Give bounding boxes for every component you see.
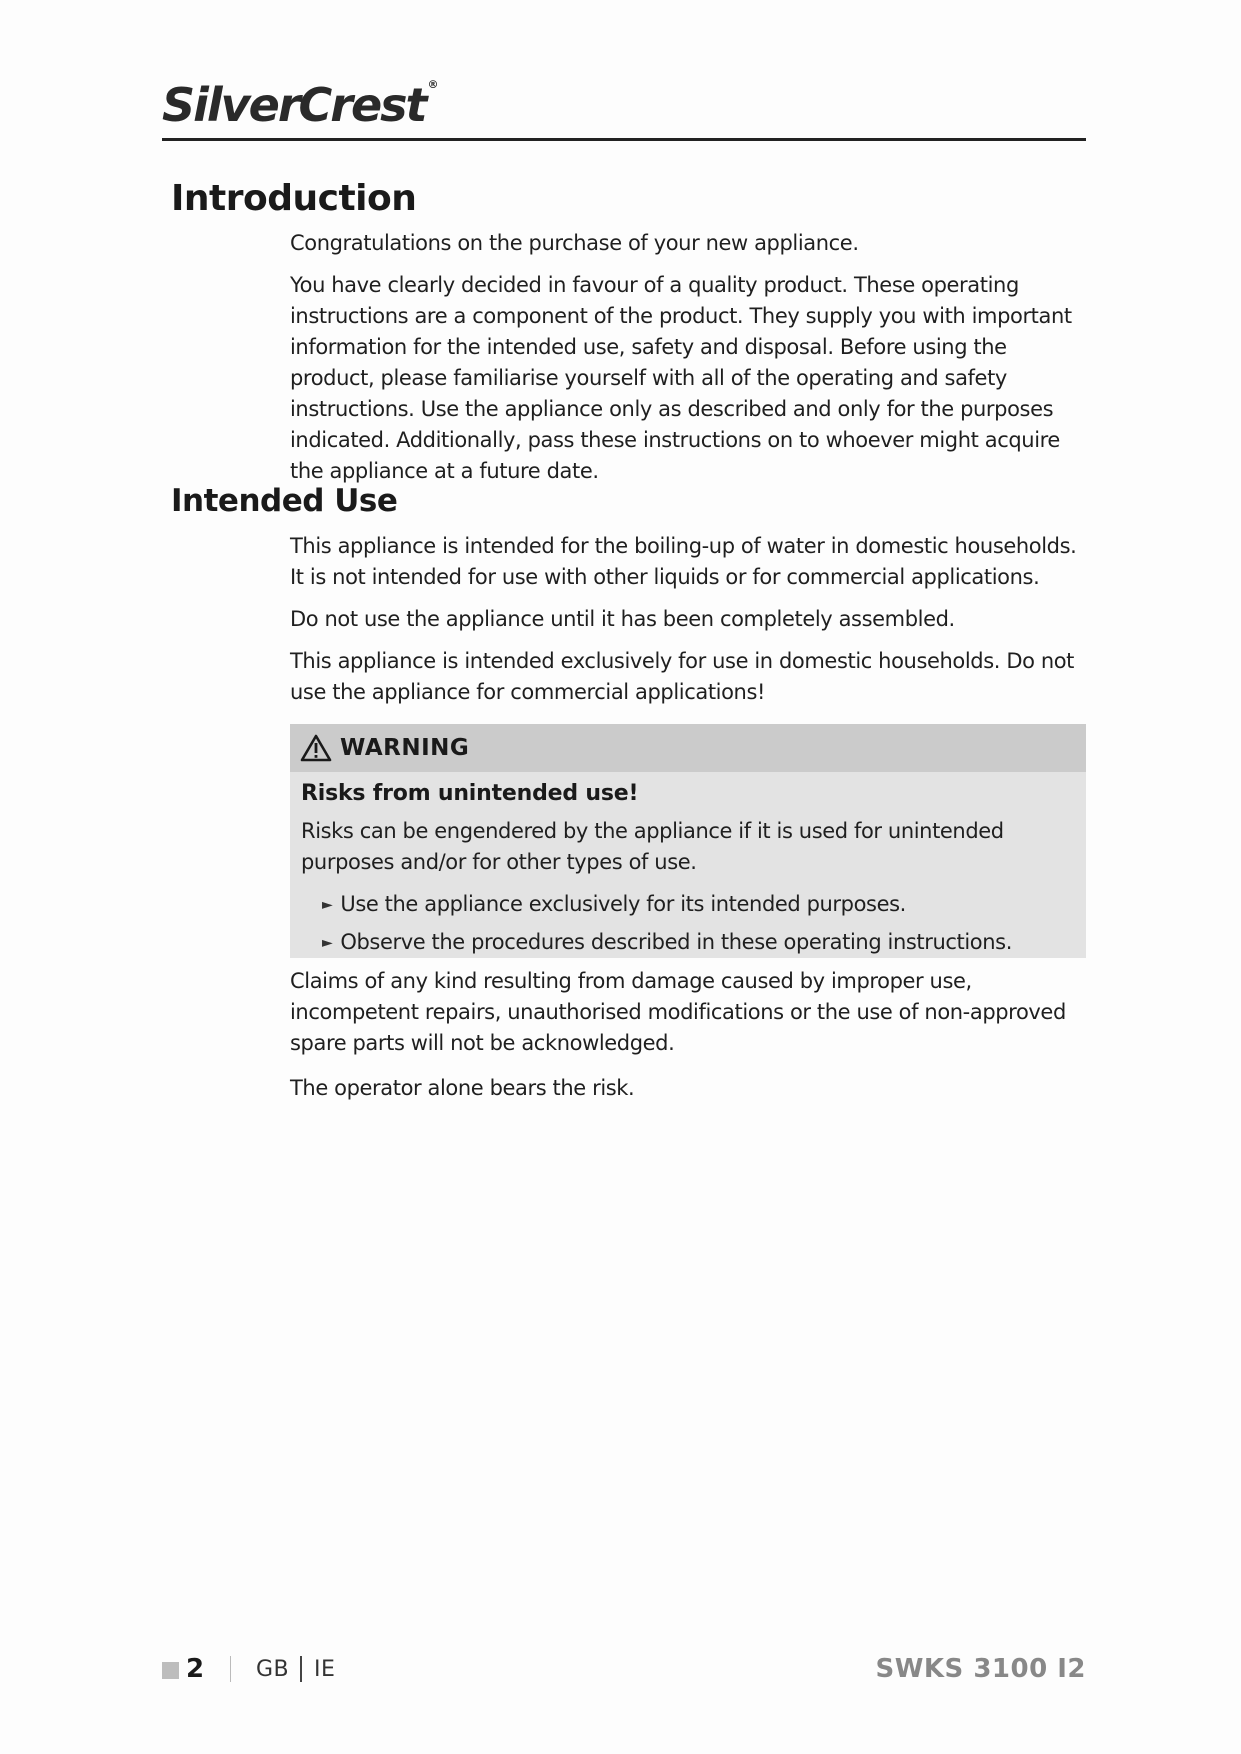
warning-box bbox=[290, 724, 1086, 958]
arrow-icon: ► bbox=[322, 935, 333, 951]
introduction-heading: Introduction bbox=[171, 178, 417, 219]
warning-triangle-icon bbox=[300, 734, 332, 762]
warning-instructions bbox=[322, 886, 1012, 962]
registered-mark: ® bbox=[427, 78, 439, 91]
list-item bbox=[322, 924, 1012, 962]
risk-paragraph: The operator alone bears the risk. bbox=[290, 1076, 635, 1100]
language-divider bbox=[300, 1656, 302, 1682]
brand-logo-text: SilverCrest bbox=[162, 78, 426, 132]
intended-use-heading: Intended Use bbox=[171, 483, 398, 519]
intended-use-paragraph-2: Do not use the appliance until it has been completely assembled. bbox=[290, 607, 955, 631]
intro-paragraph-2: You have clearly decided in favour of a quality product. These operating instructions are a component of the product. They supply you with important information for the intended use, safety and disposal. Before using the product, please familiarise yourself with all of the operating and safety instructions. Use the appliance only as described and only for the purposes indicated. Additionally, pass these instructions on to whoever might acquire the appliance at a future date. bbox=[290, 273, 1072, 483]
page-number: 2 bbox=[186, 1654, 205, 1684]
header-rule bbox=[162, 138, 1086, 141]
warning-subtitle: Risks from unintended use! bbox=[301, 781, 639, 806]
warning-text: Risks can be engendered by the appliance if it is used for unintended purposes and/or for other types of use. bbox=[301, 819, 1004, 874]
warning-header bbox=[290, 724, 1086, 772]
intended-use-paragraph-3: This appliance is intended exclusively for use in domestic households. Do not use the appliance for commercial applications! bbox=[290, 649, 1075, 704]
model-number: SWKS 3100 I2 bbox=[875, 1654, 1086, 1684]
language-code-gb: GB bbox=[256, 1657, 290, 1682]
footer-divider bbox=[230, 1656, 231, 1682]
list-item bbox=[322, 886, 1012, 924]
warning-item-1: Use the appliance exclusively for its intended purposes. bbox=[340, 892, 906, 916]
warning-item-2: Observe the procedures described in these operating instructions. bbox=[340, 930, 1012, 954]
brand-logo bbox=[162, 78, 439, 132]
intended-use-paragraph-1: This appliance is intended for the boiling-up of water in domestic households. It is not intended for use with other liquids or for commercial applications. bbox=[290, 534, 1077, 589]
intro-paragraph-1: Congratulations on the purchase of your new appliance. bbox=[290, 231, 859, 255]
footer-marker bbox=[162, 1662, 179, 1679]
warning-title: WARNING bbox=[340, 735, 470, 761]
claims-paragraph: Claims of any kind resulting from damage caused by improper use, incompetent repairs, unauthorised modifications or the use of non-approved spare parts will not be acknowledged. bbox=[290, 969, 1066, 1055]
arrow-icon: ► bbox=[322, 897, 333, 913]
language-code-ie: IE bbox=[314, 1657, 336, 1682]
